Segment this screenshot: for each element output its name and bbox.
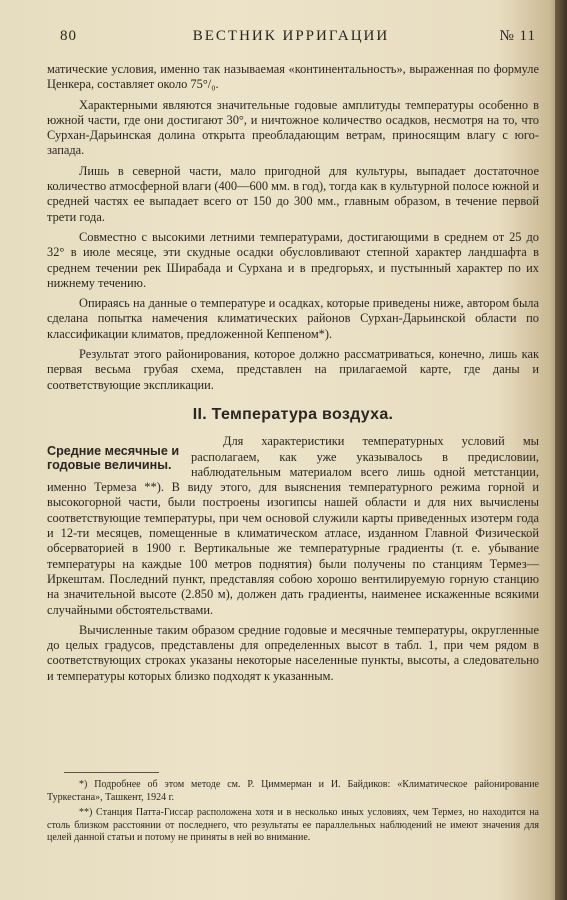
running-header <box>46 28 536 50</box>
side-heading: Средние месячные и годовые величины. <box>47 444 180 473</box>
page-number: 80 <box>60 28 77 44</box>
paragraph: Характерными являются значительные годовые амплитуды температуры особенно в южной части, где они достигают 30°, и ничтожное количество осадков, несмотря на то, что Сурхан-Дарьинская долина открыта преобладающим ветрам, приносящим влагу с юго-запада. <box>47 97 539 158</box>
paragraph: Опираясь на данные о температуре и осадках, которые приведены ниже, автором была сделана попытка намечения климатических районов Сурхан-Дарьинской области по классификации климатов, предложенной Кеппеном*). <box>47 296 539 341</box>
issue-number: № 11 <box>499 28 536 44</box>
paragraph: Совместно с высокими летними температурами, достигающими в среднем от 25 до 32° в июле месяце, эти скудные осадки обусловливают степной характер ландшафта в среднем течении рек Ширабада и Сурхана и в предгорьях, и пустынный характер по их нижнему течению. <box>47 229 539 290</box>
paragraph: Результат этого районирования, которое должно рассматриваться, конечно, лишь как первая весьма грубая схема, представлен на прилагаемой карте, где даны и соответствующие экспликации. <box>47 347 539 392</box>
journal-title: ВЕСТНИК ИРРИГАЦИИ <box>192 28 390 44</box>
paragraph: матические условия, именно так называемая «континентальность», выраженная по формуле Ценкера, составляет около 75°/₀. <box>47 62 539 92</box>
footnote: *) Подробнее об этом методе см. Р. Циммерман и И. Байдиков: «Климатическое районирование Туркестана», Ташкент, 1924 г. <box>47 779 539 803</box>
footnote: **) Станция Патта-Гиссар расположена хотя и в несколько иных условиях, чем Термез, но находится на столь близком расстоянии от последнего, что результаты ее параллельных наблюдений не имеют значения для целей данной статьи и потому не приняты в ней во внимание. <box>47 807 539 844</box>
paragraph: Для характеристики температурных условий мы располагаем, как уже указывалось в предисловии, наблюдательным материалом всего лишь одной метстанции, именно Термеза **). В виду этого, для выяснения температурного режима горной и высокогорной части, были построены изогипсы нашей области и для них вычислены соответствующие температуры, при чем основой служили карты приведенных изотерм года и 12-ти месяцев, помещенные в климатическом атласе, изданном Главной Физической обсерваторией в 1900 г. Вертикальные же температурные градиенты (т. е. убывание температуры на каждые 100 метров поднятия) были получены по станциям Термез—Иркештам. Последний пункт, представляя собою хорошо вентилируемую горную станцию на значительной высоте (2.850 м), должен дать градиенты, наименее искаженные всякими случайными обстоятельствами. <box>47 434 539 617</box>
footnotes <box>47 772 539 848</box>
page-edge <box>555 0 567 900</box>
paragraph: Вычисленные таким образом средние годовые и месячные температуры, округленные до целых градусов, представлены для определенных высот в табл. 1, при чем рядом в соответствующих строках указаны некоторые населенные пункты, высоты, а следовательно и температуры которых близко подходят к указанным. <box>47 622 539 683</box>
article-body <box>47 62 539 689</box>
footnote-rule <box>64 772 159 773</box>
paragraph: Лишь в северной части, мало пригодной для культуры, выпадает достаточное количество атмосферной влаги (400—600 мм. в год), тогда как в культурной полосе южной и средней частях ее выпадает всего от 150 до 300 мм., главным образом, в течение первой трети года. <box>47 163 539 224</box>
section-title: II. Температура воздуха. <box>192 405 394 423</box>
